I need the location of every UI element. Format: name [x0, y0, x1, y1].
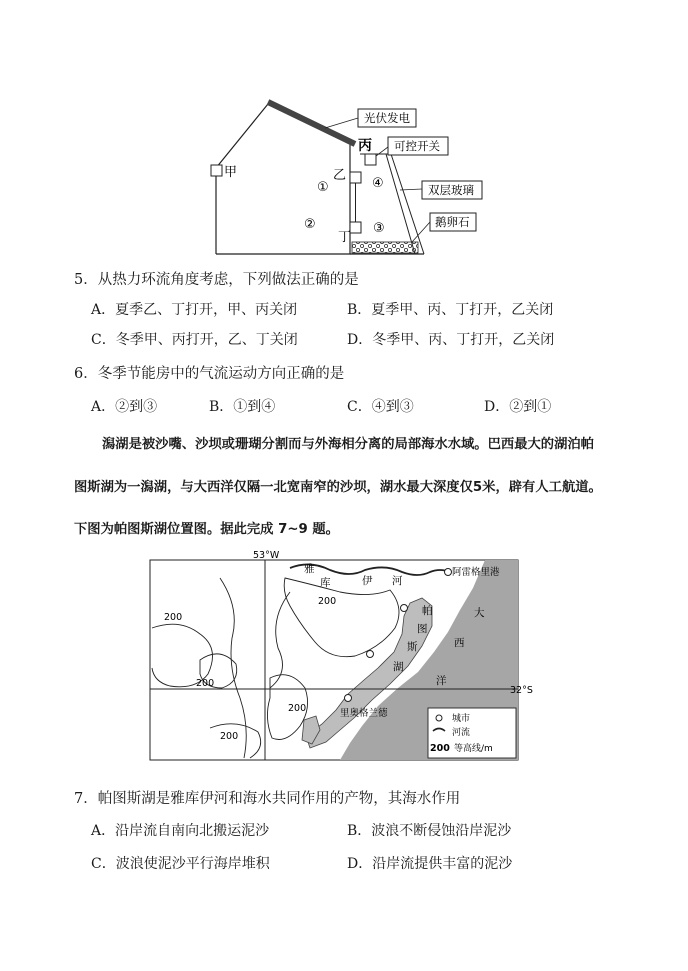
q6-option-a[interactable]: A．②到③: [91, 399, 158, 415]
label-3: ③: [373, 221, 385, 236]
q7-option-b[interactable]: B．波浪不断侵蚀沿岸泥沙: [347, 823, 512, 839]
passage-line-1: 潟湖是被沙嘴、沙坝或珊瑚分割而与外海相分离的局部海水水域。巴西最大的湖泊帕: [102, 437, 594, 452]
label-4: ④: [372, 176, 384, 191]
legend-contour: 等高线/m: [454, 744, 493, 754]
energy-house-diagram: [200, 92, 490, 262]
map-port-label: 阿雷格里港: [452, 567, 500, 578]
pebble-bed: [352, 242, 418, 253]
passage-line-2: 图斯湖为一潟湖，与大西洋仅隔一北宽南窄的沙坝，湖水最大深度仅5米，辟有人工航道。: [74, 480, 602, 495]
glass-inner: [386, 154, 415, 254]
contour-value: 200: [164, 612, 183, 623]
q5-stem: 5．从热力环流角度考虑，下列做法正确的是: [74, 272, 359, 288]
q7-stem: 7．帕图斯湖是雅库伊河和海水共同作用的产物，其海水作用: [74, 791, 461, 807]
city-marker: [401, 605, 408, 612]
label-1: ①: [317, 180, 329, 195]
legend-river: 河流: [452, 728, 471, 738]
map-river-char: 河: [392, 575, 403, 587]
q6-stem: 6．冬季节能房中的气流运动方向正确的是: [74, 366, 345, 382]
label-2: ②: [304, 217, 316, 232]
map-lake-char: 斯: [407, 641, 418, 653]
city-marker: [367, 651, 374, 658]
callout-pv: 光伏发电: [364, 111, 410, 125]
map-lat-label: 32°S: [510, 685, 533, 696]
city-rio-grande: [345, 695, 352, 702]
q6-option-b[interactable]: B．①到④: [209, 399, 276, 415]
city-porto-alegre: [445, 569, 452, 576]
q5-option-d[interactable]: D．冬季甲、丙、丁打开，乙关闭: [347, 332, 555, 348]
label-jia: 甲: [224, 165, 238, 180]
q5-option-a[interactable]: A．夏季乙、丁打开，甲、丙关闭: [91, 302, 298, 318]
q7-option-a[interactable]: A．沿岸流自南向北搬运泥沙: [91, 823, 270, 839]
vent-yi: [350, 172, 361, 183]
contour-value: 200: [318, 596, 337, 607]
label-ding: 丁: [338, 230, 352, 245]
passage-line-3: 下图为帕图斯湖位置图。据此完成 7~9 题。: [74, 522, 339, 537]
legend-contour-value: 200: [430, 743, 450, 754]
vent-ding: [350, 222, 361, 233]
callout-switch: 可控开关: [394, 139, 440, 153]
map-river-char: 库: [320, 577, 331, 589]
callout-pebble: 鹅卵石: [435, 215, 470, 229]
map-river-char: 伊: [362, 575, 373, 587]
label-yi: 乙: [333, 168, 347, 183]
q5-option-c[interactable]: C．冬季甲、丙打开，乙、丁关闭: [91, 332, 298, 348]
glass-outer: [391, 154, 424, 254]
contour-value: 200: [220, 731, 239, 742]
map-lon-label: 53°W: [253, 550, 280, 561]
map-lake-char: 帕: [422, 605, 433, 617]
map-legend: [428, 708, 516, 758]
map-ocean-char: 洋: [436, 675, 447, 687]
q6-option-d[interactable]: D．②到①: [484, 399, 552, 415]
q7-option-c[interactable]: C．波浪使泥沙平行海岸堆积: [91, 856, 270, 872]
callout-glass: 双层玻璃: [428, 183, 474, 197]
vent-jia: [211, 165, 222, 176]
map-lake-char: 湖: [393, 661, 404, 673]
contour-value: 200: [196, 678, 215, 689]
vent-bing: [365, 154, 376, 165]
q7-option-d[interactable]: D．沿岸流提供丰富的泥沙: [347, 856, 513, 872]
map-river-char: 雅: [304, 563, 315, 575]
map-south-city-label: 里奥格兰德: [340, 708, 388, 719]
q6-option-c[interactable]: C．④到③: [347, 399, 414, 415]
label-bing: 丙: [358, 138, 372, 154]
q5-option-b[interactable]: B．夏季甲、丙、丁打开，乙关闭: [347, 302, 554, 318]
contour-value: 200: [288, 703, 307, 714]
patos-lagoon-map: [140, 548, 540, 763]
map-ocean-char: 大: [474, 607, 485, 619]
map-lake-char: 图: [417, 623, 428, 635]
map-ocean-char: 西: [454, 637, 465, 649]
legend-city: 城市: [452, 714, 471, 724]
